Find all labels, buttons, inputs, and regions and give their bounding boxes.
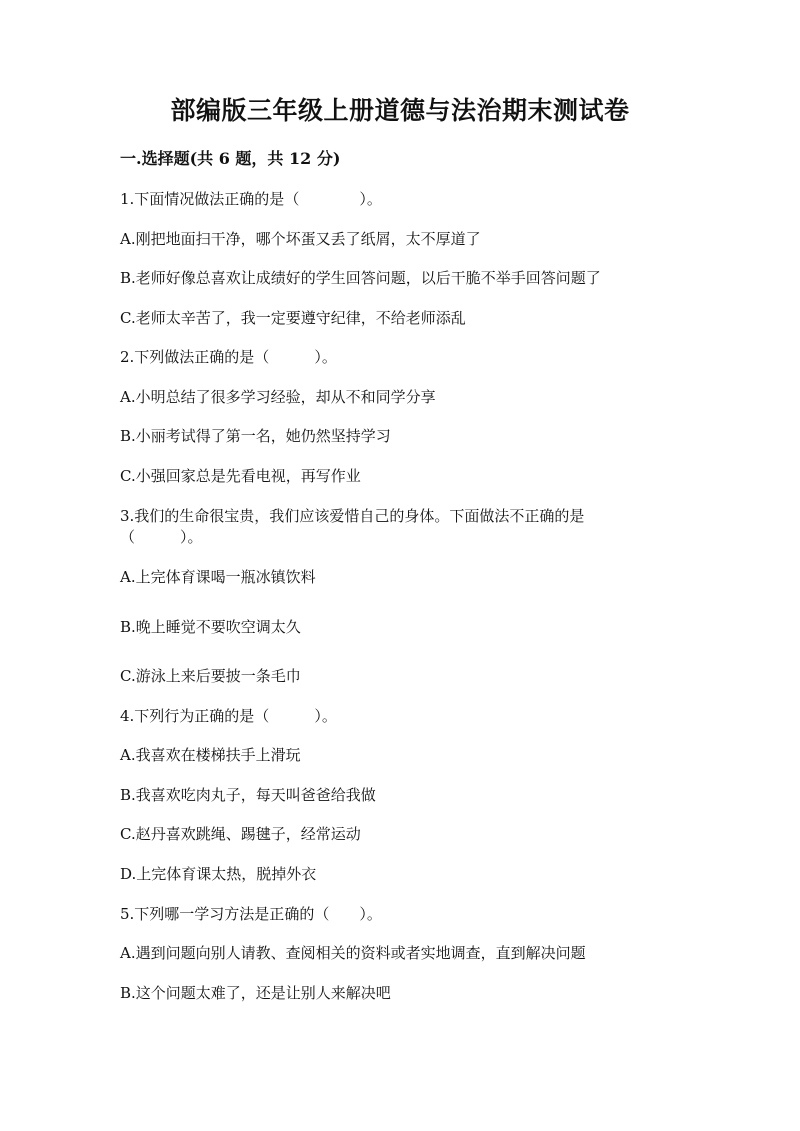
question-4-stem: 4.下列行为正确的是（ ）。 (120, 707, 337, 725)
question-5-option-b: B.这个问题太难了，还是让别人来解决吧 (120, 984, 391, 1002)
question-2-option-a: A.小明总结了很多学习经验，却从不和同学分享 (120, 388, 436, 406)
section-heading: 一.选择题(共 6 题，共 12 分) (120, 149, 341, 168)
question-2-option-c: C.小强回家总是先看电视，再写作业 (120, 467, 361, 485)
question-3-option-c: C.游泳上来后要披一条毛巾 (120, 667, 301, 685)
question-2-option-b: B.小丽考试得了第一名，她仍然坚持学习 (120, 427, 391, 445)
question-4-option-d: D.上完体育课太热，脱掉外衣 (120, 865, 317, 883)
question-1-option-c: C.老师太辛苦了，我一定要遵守纪律，不给老师添乱 (120, 309, 466, 327)
question-1-stem: 1.下面情况做法正确的是（ ）。 (120, 190, 382, 208)
question-3-stem-line-1: 3.我们的生命很宝贵，我们应该爱惜自己的身体。下面做法不正确的是 (120, 507, 585, 525)
question-4-option-c: C.赵丹喜欢跳绳、踢毽子，经常运动 (120, 825, 361, 843)
question-5-option-a: A.遇到问题向别人请教、查阅相关的资料或者实地调查，直到解决问题 (120, 944, 586, 962)
question-4-option-b: B.我喜欢吃肉丸子，每天叫爸爸给我做 (120, 786, 376, 804)
question-4-option-a: A.我喜欢在楼梯扶手上滑玩 (120, 746, 301, 764)
question-2-stem: 2.下列做法正确的是（ ）。 (120, 348, 337, 366)
page-title: 部编版三年级上册道德与法治期末测试卷 (170, 96, 630, 125)
question-1-option-a: A.刚把地面扫干净，哪个坏蛋又丢了纸屑，太不厚道了 (120, 230, 481, 248)
question-3-stem-line-2: （ ）。 (120, 528, 203, 546)
question-3-option-b: B.晚上睡觉不要吹空调太久 (120, 618, 301, 636)
question-3-option-a: A.上完体育课喝一瓶冰镇饮料 (120, 568, 316, 586)
question-5-stem: 5.下列哪一学习方法是正确的（ ）。 (120, 905, 382, 923)
question-1-option-b: B.老师好像总喜欢让成绩好的学生回答问题，以后干脆不举手回答问题了 (120, 269, 601, 287)
